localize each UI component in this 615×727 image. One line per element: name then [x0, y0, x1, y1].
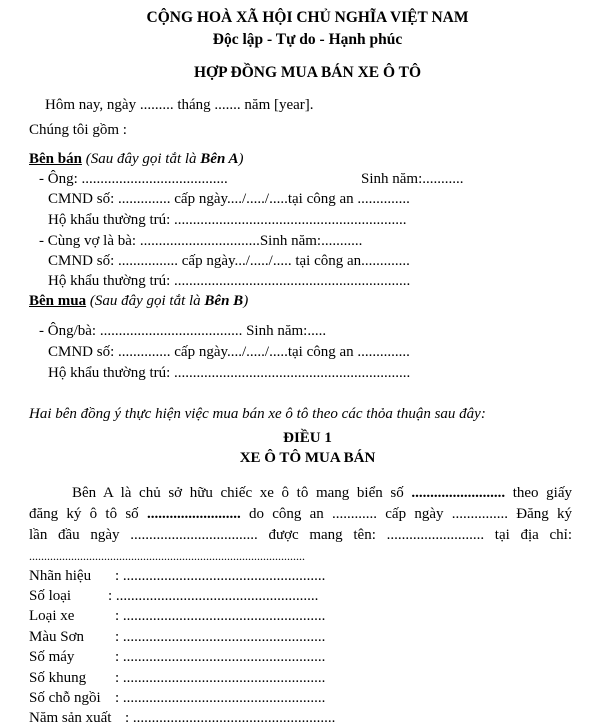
para-line-1-text-a: Bên A là chủ sở hữu chiếc xe ô tô mang biển số — [72, 485, 412, 501]
buyer-note-suffix: ) — [243, 293, 249, 309]
motto: Độc lập - Tự do - Hạnh phúc — [212, 31, 403, 48]
spec-value: : ...................................................... — [125, 710, 336, 726]
spec-value: : ...................................................... — [115, 568, 326, 584]
spec-label: Màu Sơn — [29, 629, 85, 645]
spec-value: : ...................................................... — [115, 649, 326, 665]
seller-label: Bên bán — [29, 151, 82, 167]
spec-label: Loại xe — [29, 608, 75, 624]
date-line: Hôm nay, ngày ......... tháng ....... năm [year]. — [45, 97, 314, 113]
seller-owner-line: - Ông: ....................................... — [39, 171, 228, 187]
seller-note-party: Bên A — [200, 151, 239, 167]
spec-value: : ...................................................... — [115, 670, 326, 686]
buyer-note-prefix: (Sau đây gọi tắt là — [89, 293, 205, 309]
para-line-2-text-b: do công an ............ cấp ngày ............... Đăng ký — [240, 506, 572, 522]
contract-title: HỢP ĐỒNG MUA BÁN XE Ô TÔ — [193, 64, 422, 81]
seller-id-line: CMND số: .............. cấp ngày..../...../.....tại công an .............. — [48, 191, 410, 207]
spec-label: Nhãn hiệu — [29, 568, 92, 584]
article-1-subheading: XE Ô TÔ MUA BÁN — [239, 450, 376, 466]
article-1-para-line-1 — [72, 484, 572, 502]
spec-label: Số loại — [29, 588, 72, 604]
plate-number-blank: ......................... — [411, 485, 506, 501]
spec-label: Năm sản xuất — [29, 710, 112, 726]
spec-label: Số máy — [29, 649, 75, 665]
seller-wife-residence-line: Hộ khẩu thường trú: ............................................................... — [48, 273, 411, 289]
para-line-2-text-a: đăng ký ô tô số — [29, 506, 147, 522]
agreement-statement: Hai bên đồng ý thực hiện việc mua bán xe ô tô theo các thỏa thuận sau đây: — [29, 406, 486, 422]
seller-residence-line: Hộ khẩu thường trú: .............................................................. — [48, 212, 407, 228]
article-1-heading: ĐIỀU 1 — [283, 430, 332, 446]
buyer-heading — [29, 292, 248, 310]
buyer-note-party: Bên B — [204, 293, 244, 309]
spec-value: : ...................................................... — [115, 629, 326, 645]
seller-wife-id-line: CMND số: ................ cấp ngày.../...../..... tại công an............. — [48, 253, 410, 269]
seller-owner-birth: Sinh năm:........... — [361, 171, 464, 187]
article-1-para-line-4: ............................................................................................ — [29, 549, 305, 563]
spec-label: Số chỗ ngồi — [29, 690, 101, 706]
buyer-residence-line: Hộ khẩu thường trú: ............................................................... — [48, 365, 411, 381]
spec-value: : ...................................................... — [115, 690, 326, 706]
national-header: CỘNG HOÀ XÃ HỘI CHỦ NGHĨA VIỆT NAM — [146, 9, 469, 26]
parties-intro: Chúng tôi gồm : — [29, 122, 127, 138]
registration-number-blank: ......................... — [146, 506, 241, 522]
seller-note-suffix: ) — [238, 151, 244, 167]
seller-note-prefix: (Sau đây gọi tắt là — [85, 151, 201, 167]
article-1-para-line-3: lần đầu ngày .................................. được mang tên: .......................... tại địa chỉ: — [29, 527, 572, 543]
seller-heading — [29, 150, 243, 168]
buyer-label: Bên mua — [29, 293, 87, 309]
buyer-id-line: CMND số: .............. cấp ngày..../...../.....tại công an .............. — [48, 344, 410, 360]
seller-wife-line: - Cùng vợ là bà: ................................Sinh năm:........... — [39, 233, 363, 249]
buyer-owner-line: - Ông/bà: ...................................... Sinh năm:..... — [39, 323, 327, 339]
spec-value: : ...................................................... — [108, 588, 319, 604]
article-1-para-line-2 — [29, 505, 572, 523]
spec-value: : ...................................................... — [115, 608, 326, 624]
spec-label: Số khung — [29, 670, 87, 686]
para-line-1-text-b: theo giấy — [505, 485, 572, 501]
